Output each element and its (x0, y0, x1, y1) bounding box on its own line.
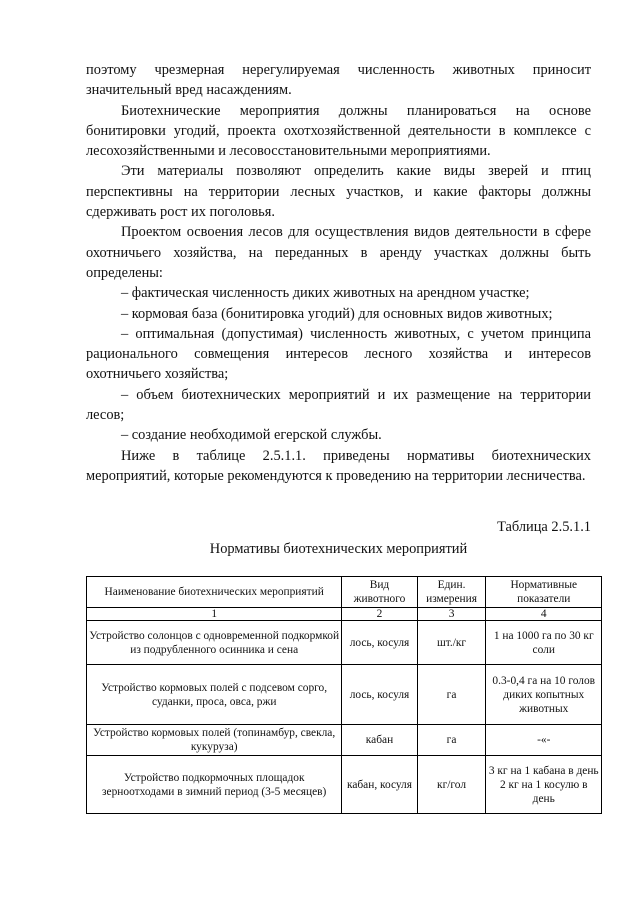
table-row (87, 725, 602, 756)
table-cell: Устройство кормовых полей с подсевом сорго, суданки, проса, овса, ржи (87, 665, 342, 725)
table-cell: га (417, 725, 486, 756)
table-cell: га (417, 665, 486, 725)
table-cell: Устройство солонцов с одновременной подкормкой из подрубленного осинника и сена (87, 621, 342, 665)
table-cell: 1 на 1000 га по 30 кг соли (486, 621, 602, 665)
table-cell: шт./кг (417, 621, 486, 665)
table-cell: Устройство подкормочных площадок зерноотходами в зимний период (3-5 месяцев) (87, 756, 342, 814)
column-number: 2 (342, 608, 417, 621)
column-number: 4 (486, 608, 602, 621)
table-row (87, 665, 602, 725)
column-number-row (87, 608, 602, 621)
header-cell-unit: Един. измерения (417, 577, 486, 608)
table-caption: Таблица 2.5.1.1 (497, 519, 591, 535)
table-cell: кг/гол (417, 756, 486, 814)
table-cell: лось, косуля (342, 665, 417, 725)
table-cell: кабан (342, 725, 417, 756)
body-text (86, 60, 591, 486)
list-item: – оптимальная (допустимая) численность животных, с учетом принципа рационального совмещения интересов лесного хозяйства и интересов охотничьего хозяйства; (86, 325, 591, 383)
list-item: – объем биотехнических мероприятий и их размещение на территории лесов; (86, 386, 591, 424)
table-row (87, 621, 602, 665)
table-cell: 0.3-0,4 га на 10 голов диких копытных животных (486, 665, 602, 725)
table-cell: лось, косуля (342, 621, 417, 665)
paragraph: Проектом освоения лесов для осуществления видов деятельности в сфере охотничьего хозяйства, на переданных в аренду участках должны быть определены: (86, 224, 591, 281)
header-cell-animal: Вид животного (342, 577, 417, 608)
table-header-row (87, 577, 602, 608)
table-cell: Устройство кормовых полей (топинамбур, свекла, кукуруза) (87, 725, 342, 756)
column-number: 1 (87, 608, 342, 621)
header-cell-name: Наименование биотехнических мероприятий (87, 577, 342, 608)
paragraph: поэтому чрезмерная нерегулируемая численность животных приносит значительный вред насаждениям. (86, 62, 591, 99)
header-cell-norm: Нормативные показатели (486, 577, 602, 608)
table-cell: 3 кг на 1 кабана в день 2 кг на 1 косулю в день (486, 756, 602, 814)
column-number: 3 (417, 608, 486, 621)
table-cell: кабан, косуля (342, 756, 417, 814)
paragraph: Эти материалы позволяют определить какие виды зверей и птиц перспективны на территории лесных участков, и какие факторы должны сдерживать рост их поголовья. (86, 163, 591, 221)
norms-table (86, 576, 602, 814)
paragraph: Биотехнические мероприятия должны планироваться на основе бонитировки угодий, проекта охотхозяйственной деятельности в комплексе с лесохозяйственными и лесовосстановительными мероприятиями. (86, 102, 591, 160)
list-item: – создание необходимой егерской службы. (121, 427, 382, 444)
table-cell: -«- (486, 725, 602, 756)
table-row (87, 756, 602, 814)
paragraph: Ниже в таблице 2.5.1.1. приведены нормативы биотехнических мероприятий, которые рекомендуются к проведению на территории лесничества. (86, 447, 591, 484)
list-item: – фактическая численность диких животных на арендном участке; (121, 285, 530, 302)
table-title: Нормативы биотехнических мероприятий (209, 541, 468, 557)
list-item: – кормовая база (бонитировка угодий) для основных видов животных; (121, 305, 553, 322)
